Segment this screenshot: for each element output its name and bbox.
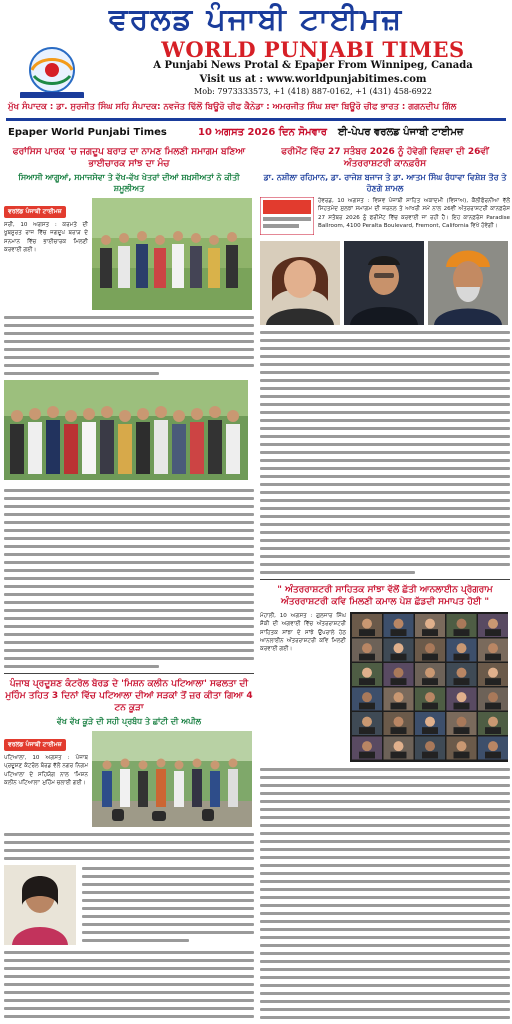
masthead-website[interactable]: Visit us at : www.worldpunjabitimes.com [199,74,427,85]
meeting-participant-body [485,678,501,685]
cleanup-drive-photo [92,731,252,827]
masthead-english-title: WORLD PUNJABI TIMES [161,37,465,62]
meeting-participant-body [454,703,470,710]
meeting-participant-face [425,717,435,727]
meeting-participant-body [359,678,375,685]
meeting-participant-face [394,643,404,653]
story-separator [4,673,254,674]
meeting-participant-body [485,703,501,710]
meeting-participant-face [457,643,467,653]
guest-portrait-1 [260,241,340,325]
meeting-participant-face [457,668,467,678]
publication-badge: ਵਰਲਡ ਪੰਜਾਬੀ ਟਾਈਮਜ਼ [4,206,66,218]
story-headline[interactable]: ਪੰਜਾਬ ਪ੍ਰਦੂਸ਼ਣ ਕੰਟਰੋਲ ਬੋਰਡ ਦੇ 'ਮਿਸ਼ਨ ਕਲੀਨ ਪਟਿਆਲਾ' ਸਫਲਤਾ ਦੀ ਮੁਹਿੰਮ ਤਹਿਤ 3 ਦਿਨਾਂ ਵਿੱਚ ਪਟਿਆਲਾ ਦੀਆਂ ਸੜਕਾਂ ਤੋਂ ਜ਼ਰ ਕੀਤਾ ਗਿਆ 4 ਟਨ ਕੂੜਾ [5,679,253,713]
meeting-participant-face [362,619,372,629]
story-subhead: ਸਿਆਸੀ ਆਗੂਆਂ, ਸਮਾਜਸੇਵਾ ਤੇ ਵੱਖ-ਵੱਖ ਖੇਤਰਾਂ ਦੀਆਂ ਸ਼ਖ਼ਸੀਅਤਾਂ ਨੇ ਕੀਤੀ ਸ਼ਮੂਲੀਅਤ [18,173,240,193]
story-francis-park[interactable] [4,146,254,668]
meeting-participant-body [485,727,501,734]
meeting-participant-face [362,741,372,751]
meeting-participant-body [391,752,407,759]
group-photo-francis-park [92,198,252,310]
meeting-participant-face [488,619,498,629]
meeting-participant-body [359,703,375,710]
story-mission-clean-patiala[interactable] [4,678,254,1020]
meeting-participant-face [457,741,467,751]
meeting-participant-face [457,692,467,702]
meeting-participant-body [422,654,438,661]
story-headline[interactable]: ਫਰਾਂਸਿਸ ਪਾਰਕ 'ਚ ਜਗਦੂਪ ਬਰਾੜ ਦਾ ਨਾਮਣ ਮਿਲਣੀ ਸਮਾਗਮ ਬਣਿਆ ਭਾਈਚਾਰਕ ਸਾਂਝ ਦਾ ਮੰਚ [12,147,246,169]
story-byline: ਡਾ. ਨਸ਼ੀਲਾ ਰਹਿਮਾਨ, ਡਾ. ਰਾਜੇਸ਼ ਬਜਾਜ ਤੇ ਡਾ. ਆਤਮ ਸਿੰਘ ਰੰਧਾਵਾ ਵਿਸ਼ੇਸ਼ ਤੌਰ ਤੇ ਹੋਣਗੇ ਸ਼ਾਮਲ [263,173,507,193]
meeting-participant-face [425,668,435,678]
meeting-participant-face [362,643,372,653]
story-international-kavi-milni[interactable] [260,584,510,1020]
meeting-participant-body [422,678,438,685]
meeting-participant-body [454,752,470,759]
meeting-participant-face [488,741,498,751]
story-lead: ਹੇਵਰਡ, 10 ਅਗਸਤ : ਵਿਸ਼ਵ ਪੰਜਾਬੀ ਸਾਹਿਤ ਅਕਾਦਮੀ (ਵਿਸਾਅ), ਕੈਲੀਫੋਰਨੀਆ ਵੱਲੋਂ ਸਿਹਤਮੰਦ ਸੁਲਝਾਂ ਸਮਾਗਮ ਦੀ ਜਰਨਲ ਤੇ ਆਖਰੀ ਸਮੇਂ ਨਾਲ 26ਵੀਂ ਅੰਤਰਰਾਸ਼ਟਰੀ ਕਾਨਫ਼ਰੰਸ 27 ਸਤੰਬਰ 2026 ਨੂੰ ਫਰੀਮੌਂਟ ਵਿੱਚ ਕਰਵਾਈ ਜਾ ਰਹੀ ਹੈ। ਇਹ ਕਾਨਫ਼ਰੰਸ Paradise Ballroom, 4100 Peralta Boulevard, Fremont, California ਵਿਖੇ ਹੋਵੇਗੀ। [318,198,510,229]
meeting-participant-face [457,717,467,727]
meeting-participant-face [362,717,372,727]
story-lead: ਮੋਹਾਲੀ, 10 ਅਗਸਤ : ਗੁਲਜਾਰ ਸਿੰਘ ਸ਼ੌਕੀ ਦੀ ਅਗਵਾਈ ਵਿੱਚ ਅੰਤਰਰਾਸ਼ਟਰੀ ਸਾਹਿਤਕ ਸਾਂਝਾ ਦੇ ਸਾਂਝੇ ਉਪਰਾਲੇ ਹੇਠ ਆਨਲਾਈਨ ਅੰਤਰਰਾਸ਼ਟਰੀ ਕਵਿ ਮਿਲਣੀ ਕਰਵਾਈ ਗਈ। [260,613,346,653]
meeting-participant-face [394,741,404,751]
dateline-epaper-name-punjabi: ਈ-ਪੇਪਰ ਵਰਲਡ ਪੰਜਾਬੀ ਟਾਈਮਜ਼ [338,127,464,138]
meeting-participant-face [425,692,435,702]
meeting-participant-body [391,727,407,734]
meeting-participant-face [425,643,435,653]
story-body-text [4,833,254,860]
story-body-text [260,768,510,1020]
meeting-participant-body [422,703,438,710]
story-headline[interactable]: ਫਰੀਮੌਂਟ ਵਿੱਚ 27 ਸਤੰਬਰ 2026 ਨੂੰ ਹੋਵੇਗੀ ਵਿਸ਼ਵਾ ਦੀ 26ਵੀਂ ਅੰਤਰਰਾਸ਼ਟਰੀ ਕਾਨਫ਼ਰੰਸ [281,147,489,169]
editors-line: ਮੁੱਖ ਸੰਪਾਦਕ : ਡਾ. ਸੁਰਜੀਤ ਸਿੰਘ ਸਹਿ ਸੰਪਾਦਕ: ਨਵਜੋਤ ਢਿੱਲੋਂ ਬਿਊਰੋ ਚੀਫ ਕੈਨੇਡਾ : ਅਮਰਜੀਤ ਸਿੰਘ ਸ਼ਵਾ ਬਿਊਰੋ ਚੀਫ ਭਾਰਤ : ਗਗਨਦੀਪ ਗਿੱਲ [0,98,512,116]
meeting-participant-body [454,727,470,734]
meeting-participant-body [359,629,375,636]
official-portrait-photo [4,865,76,945]
meeting-participant-body [391,678,407,685]
meeting-participant-face [394,692,404,702]
meeting-participant-face [394,619,404,629]
meeting-participant-body [422,629,438,636]
meeting-participant-face [488,692,498,702]
group-photo-event [4,380,248,480]
meeting-participant-face [425,619,435,629]
meeting-participant-body [391,703,407,710]
meeting-participant-face [488,643,498,653]
dateline-date: 10 ਅਗਸਤ 2026 ਦਿਨ ਸੋਮਵਾਰ [198,127,327,138]
meeting-participant-body [391,654,407,661]
dateline-bar [0,122,512,142]
story-body-text-continued [4,951,254,1020]
story-subhead: ਵੱਖ ਵੱਖ ਕੂੜੇ ਦੀ ਸਹੀ ਪ੍ਰਬੰਧ ਤੇ ਛਾਂਟੀ ਦੀ ਅਪੀਲ [56,717,202,726]
meeting-participant-face [394,717,404,727]
dateline-epaper-name: Epaper World Punjabi Times [8,127,167,138]
meeting-participant-face [488,717,498,727]
guest-portraits [260,241,510,325]
guest-portrait-2 [344,241,424,325]
story-lead: ਪਟਿਆਲਾ, 10 ਅਗਸਤ : ਪੰਜਾਬ ਪ੍ਰਦੂਸ਼ਣ ਕੰਟਰੋਲ ਬੋਰਡ ਵੱਲੋਂ ਨਗਰ ਨਿਗਮ ਪਟਿਆਲਾ ਦੇ ਸਹਿਯੋਗ ਨਾਲ 'ਮਿਸ਼ਨ ਕਲੀਨ ਪਟਿਆਲਾ' ਮੁਹਿੰਮ ਚਲਾਈ ਗਈ। [4,755,88,786]
meeting-participant-body [422,727,438,734]
story-body-text-side [82,867,254,947]
story-body-text [260,331,510,574]
meeting-participant-face [362,692,372,702]
meeting-participant-body [454,678,470,685]
meeting-participant-body [485,654,501,661]
online-meeting-collage [350,612,508,762]
publication-logo-small [260,197,314,235]
masthead-divider [6,118,506,121]
meeting-participant-face [488,668,498,678]
meeting-participant-body [359,727,375,734]
meeting-participant-face [457,619,467,629]
story-body-text-continued [4,489,254,668]
meeting-participant-body [391,629,407,636]
meeting-participant-body [359,752,375,759]
meeting-participant-body [485,752,501,759]
right-column [260,146,510,1020]
meeting-participant-face [394,668,404,678]
guest-portrait-3 [428,241,508,325]
story-lead: ਸਰੀ, 10 ਅਗਸਤ : ਕਰਮਤੇ ਦੀ ਖੂਬਸੂਰਤ ਰਾਜ ਵਿੱਚ ਜਗਦੂਪ ਬਰਾੜ ਦੇ ਸਨਮਾਨ ਵਿੱਚ ਭਾਈਚਾਰਕ ਮਿਲਣੀ ਕਰਵਾਈ ਗਈ। [4,222,88,253]
masthead-tagline: A Punjabi News Protal & Epaper From Winnipeg, Canada [153,60,473,71]
meeting-participant-body [454,629,470,636]
story-body-text [4,316,254,375]
story-fremont-conference[interactable] [260,146,510,574]
meeting-participant-body [359,654,375,661]
publication-badge: ਵਰਲਡ ਪੰਜਾਬੀ ਟਾਈਮਜ਼ [4,739,66,751]
masthead-punjabi-title: ਵਰਲਡ ਪੰਜਾਬੀ ਟਾਈਮਜ਼ [108,2,404,37]
meeting-participant-face [425,741,435,751]
meeting-participant-body [485,629,501,636]
story-headline[interactable]: " ਅੰਤਰਰਾਸ਼ਟਰੀ ਸਾਹਿਤਕ ਸਾਂਝਾ ਵੱਲੋਂ ਛੱਤੀ ਆਨਲਾਈਨ ਪ੍ਰੋਗਰਾਮ ਅੰਤਰਰਾਸ਼ਟਰੀ ਕਵਿ ਮਿਲਣੀ ਕਮਾਲ ਪੇਸ਼ ਛੱਡਦੀ ਸਮਾਪਤ ਹੋਈ " [277,585,493,607]
left-column [4,146,254,1020]
meeting-participant-face [362,668,372,678]
world-punjabi-times-logo [14,46,90,102]
masthead-phone-numbers: Mob: 7973333573, +1 (418) 887-0162, +1 (431) 458-6922 [194,87,432,96]
meeting-participant-body [454,654,470,661]
meeting-participant-body [422,752,438,759]
story-separator [260,579,510,580]
